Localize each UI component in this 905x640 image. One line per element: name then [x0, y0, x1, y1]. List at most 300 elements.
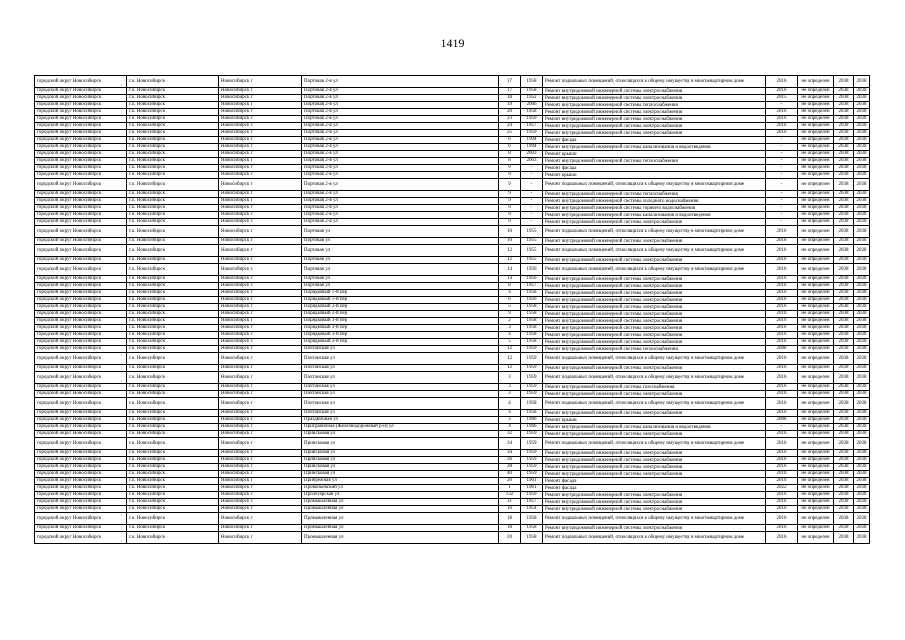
cell-work-type: Ремонт крыши — [543, 172, 766, 179]
cell-settlement: Новосибирск г — [219, 410, 302, 417]
cell-work-type: Ремонт крыши — [543, 151, 766, 158]
repair-schedule-table — [34, 75, 870, 544]
cell-last-repair-year: 2016 — [766, 450, 798, 457]
cell-last-repair-year: - — [766, 205, 798, 212]
cell-last-repair-year: 2022 — [766, 485, 798, 492]
cell-build-year: 1959 — [521, 450, 543, 457]
cell-build-year: 1961 — [521, 485, 543, 492]
cell-build-year: - — [521, 212, 543, 219]
cell-build-year: 1959 — [521, 353, 543, 365]
table-body — [35, 76, 870, 544]
cell-last-repair-year: 2015 — [766, 95, 798, 102]
cell-street: Портовая 2-я ул — [302, 76, 499, 88]
cell-build-year: 1958 — [521, 304, 543, 311]
cell-plan-end-year: 2038 — [854, 88, 870, 95]
cell-work-type: Ремонт подвальных помещений, относящихся к общему имуществу в многоквартирном доме — [543, 398, 766, 410]
cell-last-repair-year: 2016 — [766, 384, 798, 391]
cell-build-year: 1994 — [521, 137, 543, 144]
cell-work-type: Ремонт внутридомовой инженерной системы канализования и водоотведения — [543, 424, 766, 431]
cell-build-year: 1959 — [521, 372, 543, 384]
cell-planned-cost: не определен — [798, 257, 834, 264]
cell-plan-end-year: 2038 — [854, 492, 870, 499]
cell-build-year: 1959 — [521, 471, 543, 478]
cell-house-number: 5 — [499, 304, 521, 311]
cell-last-repair-year: - — [766, 158, 798, 165]
cell-house-number: 4 — [499, 398, 521, 410]
cell-last-repair-year: 2016 — [766, 457, 798, 464]
cell-last-repair-year: 2016 — [766, 245, 798, 257]
cell-district: г.о. Новосибирск — [127, 283, 219, 290]
cell-plan-end-year: 2038 — [854, 212, 870, 219]
cell-work-type: Ремонт внутридомовой инженерной системы теплоснабжения — [543, 346, 766, 353]
cell-house-number: 34 — [499, 450, 521, 457]
cell-plan-end-year: 2038 — [854, 438, 870, 450]
cell-work-type: Ремонт внутридомовой инженерной системы электроснабжения — [543, 130, 766, 137]
table-row — [35, 513, 870, 525]
cell-municipality: городской округ Новосибирск — [35, 424, 127, 431]
table-row — [35, 318, 870, 325]
cell-street: Портовая ул — [302, 226, 499, 238]
cell-plan-end-year: 2038 — [854, 109, 870, 116]
cell-plan-start-year: 2038 — [834, 457, 854, 464]
cell-planned-cost: не определен — [798, 304, 834, 311]
table-row — [35, 238, 870, 245]
cell-work-type: Ремонт фасада — [543, 137, 766, 144]
cell-plan-end-year: 2038 — [854, 346, 870, 353]
cell-planned-cost: не определен — [798, 283, 834, 290]
cell-municipality: городской округ Новосибирск — [35, 478, 127, 485]
cell-plan-end-year: 2038 — [854, 391, 870, 398]
cell-municipality: городской округ Новосибирск — [35, 257, 127, 264]
cell-house-number: 3 — [499, 384, 521, 391]
table-row — [35, 165, 870, 172]
cell-municipality: городской округ Новосибирск — [35, 116, 127, 123]
cell-planned-cost: не определен — [798, 417, 834, 424]
cell-plan-end-year: 2038 — [854, 339, 870, 346]
table-row — [35, 485, 870, 492]
cell-street: Портовая 2-я ул — [302, 158, 499, 165]
cell-build-year: 1958 — [521, 88, 543, 95]
cell-planned-cost: не определен — [798, 144, 834, 151]
cell-plan-start-year: 2038 — [834, 424, 854, 431]
cell-build-year: 1958 — [521, 318, 543, 325]
cell-municipality: городской округ Новосибирск — [35, 450, 127, 457]
cell-plan-start-year: 2038 — [834, 346, 854, 353]
cell-district: г.о. Новосибирск — [127, 424, 219, 431]
cell-work-type: Ремонт внутридомовой инженерной системы канализования и водоотведения — [543, 212, 766, 219]
cell-plan-end-year: 2038 — [854, 450, 870, 457]
cell-build-year: 1958 — [521, 311, 543, 318]
cell-settlement: Новосибирск г — [219, 109, 302, 116]
cell-work-type: Ремонт внутридомовой инженерной системы электроснабжения — [543, 525, 766, 532]
cell-municipality: городской округ Новосибирск — [35, 109, 127, 116]
cell-settlement: Новосибирск г — [219, 478, 302, 485]
cell-municipality: городской округ Новосибирск — [35, 179, 127, 191]
cell-plan-start-year: 2038 — [834, 353, 854, 365]
cell-district: г.о. Новосибирск — [127, 499, 219, 506]
table-row — [35, 109, 870, 116]
cell-settlement: Новосибирск г — [219, 339, 302, 346]
cell-settlement: Новосибирск г — [219, 417, 302, 424]
cell-plan-start-year: 2038 — [834, 290, 854, 297]
cell-district: г.о. Новосибирск — [127, 391, 219, 398]
cell-settlement: Новосибирск г — [219, 205, 302, 212]
cell-plan-start-year: 2038 — [834, 191, 854, 198]
cell-settlement: Новосибирск г — [219, 492, 302, 499]
cell-build-year: 1955 — [521, 226, 543, 238]
cell-planned-cost: не определен — [798, 245, 834, 257]
cell-house-number: 9 — [499, 165, 521, 172]
cell-street: Промышленная ул — [302, 525, 499, 532]
table-row — [35, 158, 870, 165]
cell-district: г.о. Новосибирск — [127, 478, 219, 485]
cell-last-repair-year: 2016 — [766, 525, 798, 532]
cell-work-type: Ремонт внутридомовой инженерной системы электроснабжения — [543, 499, 766, 506]
cell-street: Портовая 2-я ул — [302, 88, 499, 95]
cell-last-repair-year: 2016 — [766, 130, 798, 137]
cell-work-type: Ремонт внутридомовой инженерной системы теплоснабжения — [543, 102, 766, 109]
cell-work-type: Ремонт внутридомовой инженерной системы электроснабжения — [543, 311, 766, 318]
cell-plan-start-year: 2038 — [834, 332, 854, 339]
cell-district: г.о. Новосибирск — [127, 506, 219, 513]
cell-house-number: 9 — [499, 219, 521, 226]
cell-district: г.о. Новосибирск — [127, 290, 219, 297]
cell-house-number: 12 — [499, 257, 521, 264]
cell-plan-start-year: 2038 — [834, 431, 854, 438]
cell-settlement: Новосибирск г — [219, 116, 302, 123]
cell-plan-start-year: 2038 — [834, 179, 854, 191]
cell-municipality: городской округ Новосибирск — [35, 226, 127, 238]
cell-street: Промышленная ул — [302, 499, 499, 506]
cell-planned-cost: не определен — [798, 365, 834, 372]
cell-house-number: 6 — [499, 137, 521, 144]
cell-plan-end-year: 2038 — [854, 158, 870, 165]
cell-plan-end-year: 2038 — [854, 238, 870, 245]
table-row — [35, 95, 870, 102]
cell-house-number: 9 — [499, 311, 521, 318]
cell-last-repair-year: 2016 — [766, 325, 798, 332]
cell-planned-cost: не определен — [798, 226, 834, 238]
cell-plan-end-year: 2038 — [854, 325, 870, 332]
cell-street: Портовая 2-я ул — [302, 109, 499, 116]
cell-district: г.о. Новосибирск — [127, 165, 219, 172]
cell-planned-cost: не определен — [798, 76, 834, 88]
cell-plan-start-year: 2038 — [834, 525, 854, 532]
cell-street: Порядковый 3-й пер — [302, 318, 499, 325]
cell-street: Промышленная ул — [302, 506, 499, 513]
cell-planned-cost: не определен — [798, 532, 834, 544]
page-number: 1419 — [440, 36, 465, 50]
cell-build-year: 1959 — [521, 431, 543, 438]
cell-work-type: Ремонт внутридомовой инженерной системы электроснабжения — [543, 506, 766, 513]
cell-work-type: Ремонт внутридомовой инженерной системы электроснабжения — [543, 431, 766, 438]
cell-municipality: городской округ Новосибирск — [35, 506, 127, 513]
table-row — [35, 325, 870, 332]
cell-work-type: Ремонт внутридомовой инженерной системы электроснабжения — [543, 123, 766, 130]
cell-planned-cost: не определен — [798, 457, 834, 464]
cell-municipality: городской округ Новосибирск — [35, 372, 127, 384]
cell-house-number: 4 — [499, 424, 521, 431]
table-row — [35, 464, 870, 471]
cell-plan-end-year: 2038 — [854, 506, 870, 513]
cell-settlement: Новосибирск г — [219, 318, 302, 325]
cell-house-number: 25 — [499, 130, 521, 137]
cell-settlement: Новосибирск г — [219, 226, 302, 238]
cell-municipality: городской округ Новосибирск — [35, 513, 127, 525]
cell-plan-end-year: 2038 — [854, 226, 870, 238]
cell-settlement: Новосибирск г — [219, 191, 302, 198]
cell-municipality: городской округ Новосибирск — [35, 276, 127, 283]
cell-last-repair-year: 2016 — [766, 304, 798, 311]
cell-build-year: 1958 — [521, 76, 543, 88]
table-row — [35, 372, 870, 384]
cell-build-year: - — [521, 205, 543, 212]
cell-municipality: городской округ Новосибирск — [35, 391, 127, 398]
cell-work-type: Ремонт внутридомовой инженерной системы электроснабжения — [543, 290, 766, 297]
cell-district: г.о. Новосибирск — [127, 532, 219, 544]
cell-street: Праздничная ул — [302, 417, 499, 424]
cell-district: г.о. Новосибирск — [127, 151, 219, 158]
cell-house-number: 17 — [499, 88, 521, 95]
cell-street: Порядковый 1-й пер — [302, 290, 499, 297]
cell-house-number: 9 — [499, 179, 521, 191]
cell-plan-end-year: 2038 — [854, 464, 870, 471]
cell-plan-start-year: 2038 — [834, 478, 854, 485]
cell-planned-cost: не определен — [798, 464, 834, 471]
cell-work-type: Ремонт внутридомовой инженерной системы электроснабжения — [543, 339, 766, 346]
cell-build-year: 1958 — [521, 398, 543, 410]
cell-district: г.о. Новосибирск — [127, 438, 219, 450]
cell-house-number: 4 — [499, 410, 521, 417]
cell-municipality: городской округ Новосибирск — [35, 283, 127, 290]
cell-house-number: 24 — [499, 123, 521, 130]
cell-municipality: городской округ Новосибирск — [35, 304, 127, 311]
cell-plan-end-year: 2038 — [854, 318, 870, 325]
cell-plan-start-year: 2038 — [834, 410, 854, 417]
cell-work-type: Ремонт внутридомовой инженерной системы электроснабжения — [543, 410, 766, 417]
cell-settlement: Новосибирск г — [219, 219, 302, 226]
table-row — [35, 297, 870, 304]
cell-house-number: 23 — [499, 116, 521, 123]
cell-plan-start-year: 2038 — [834, 116, 854, 123]
cell-last-repair-year: 2016 — [766, 311, 798, 318]
cell-house-number: 9 — [499, 212, 521, 219]
cell-planned-cost: не определен — [798, 410, 834, 417]
cell-municipality: городской округ Новосибирск — [35, 198, 127, 205]
table-row — [35, 332, 870, 339]
cell-house-number: 6 — [499, 144, 521, 151]
cell-planned-cost: не определен — [798, 431, 834, 438]
table-row — [35, 499, 870, 506]
table-row — [35, 102, 870, 109]
cell-build-year: 1966 — [521, 417, 543, 424]
cell-planned-cost: не определен — [798, 325, 834, 332]
cell-build-year: 1956 — [521, 264, 543, 276]
cell-district: г.о. Новосибирск — [127, 123, 219, 130]
cell-settlement: Новосибирск г — [219, 283, 302, 290]
cell-work-type: Ремонт подвальных помещений, относящихся к общему имуществу в многоквартирном доме — [543, 245, 766, 257]
cell-district: г.о. Новосибирск — [127, 492, 219, 499]
cell-district: г.о. Новосибирск — [127, 198, 219, 205]
cell-planned-cost: не определен — [798, 339, 834, 346]
table-row — [35, 76, 870, 88]
cell-last-repair-year: 2016 — [766, 88, 798, 95]
table-row — [35, 339, 870, 346]
cell-street: Почтанская ул — [302, 398, 499, 410]
cell-planned-cost: не определен — [798, 219, 834, 226]
cell-plan-start-year: 2038 — [834, 212, 854, 219]
cell-last-repair-year: - — [766, 219, 798, 226]
cell-plan-end-year: 2038 — [854, 424, 870, 431]
cell-municipality: городской округ Новосибирск — [35, 219, 127, 226]
cell-plan-start-year: 2038 — [834, 151, 854, 158]
cell-district: г.о. Новосибирск — [127, 485, 219, 492]
cell-plan-start-year: 2038 — [834, 464, 854, 471]
cell-build-year: 2003 — [521, 158, 543, 165]
cell-house-number: 32 — [499, 431, 521, 438]
cell-district: г.о. Новосибирск — [127, 109, 219, 116]
cell-house-number: 18 — [499, 525, 521, 532]
cell-last-repair-year: 2016 — [766, 123, 798, 130]
cell-plan-end-year: 2038 — [854, 116, 870, 123]
cell-municipality: городской округ Новосибирск — [35, 264, 127, 276]
cell-district: г.о. Новосибирск — [127, 513, 219, 525]
table-row — [35, 532, 870, 544]
cell-plan-start-year: 2038 — [834, 513, 854, 525]
cell-build-year: 1955 — [521, 245, 543, 257]
cell-work-type: Ремонт фасада — [543, 478, 766, 485]
cell-work-type: Ремонт внутридомовой инженерной системы электроснабжения — [543, 391, 766, 398]
table-row — [35, 283, 870, 290]
cell-street: Портовая 2-я ул — [302, 205, 499, 212]
cell-last-repair-year: - — [766, 198, 798, 205]
cell-street: Почтанская ул — [302, 372, 499, 384]
cell-street: Почтанская ул — [302, 410, 499, 417]
cell-municipality: городской округ Новосибирск — [35, 290, 127, 297]
cell-plan-start-year: 2038 — [834, 95, 854, 102]
cell-district: г.о. Новосибирск — [127, 457, 219, 464]
cell-municipality: городской округ Новосибирск — [35, 95, 127, 102]
cell-plan-end-year: 2038 — [854, 365, 870, 372]
cell-municipality: городской округ Новосибирск — [35, 76, 127, 88]
cell-plan-end-year: 2038 — [854, 102, 870, 109]
cell-planned-cost: не определен — [798, 297, 834, 304]
cell-municipality: городской округ Новосибирск — [35, 346, 127, 353]
cell-house-number: 12 — [499, 245, 521, 257]
cell-district: г.о. Новосибирск — [127, 417, 219, 424]
cell-district: г.о. Новосибирск — [127, 304, 219, 311]
cell-build-year: 1958 — [521, 332, 543, 339]
table-row — [35, 304, 870, 311]
cell-house-number: 3 — [499, 391, 521, 398]
cell-work-type: Ремонт внутридомовой инженерной системы холодного водоснабжения — [543, 198, 766, 205]
table-row — [35, 226, 870, 238]
cell-street: Порядковый 3-й пер — [302, 325, 499, 332]
cell-plan-start-year: 2038 — [834, 245, 854, 257]
cell-planned-cost: не определен — [798, 438, 834, 450]
table-row — [35, 492, 870, 499]
cell-planned-cost: не определен — [798, 525, 834, 532]
cell-settlement: Новосибирск г — [219, 325, 302, 332]
cell-work-type: Ремонт внутридомовой инженерной системы теплоснабжения — [543, 191, 766, 198]
cell-plan-end-year: 2038 — [854, 198, 870, 205]
table-row — [35, 438, 870, 450]
cell-work-type: Ремонт фасада — [543, 485, 766, 492]
table-row — [35, 191, 870, 198]
table-row — [35, 212, 870, 219]
cell-settlement: Новосибирск г — [219, 311, 302, 318]
cell-work-type: Ремонт внутридомовой инженерной системы электроснабжения — [543, 116, 766, 123]
cell-plan-end-year: 2038 — [854, 471, 870, 478]
cell-plan-end-year: 2038 — [854, 257, 870, 264]
cell-last-repair-year: 2016 — [766, 532, 798, 544]
cell-district: г.о. Новосибирск — [127, 158, 219, 165]
cell-plan-end-year: 2038 — [854, 372, 870, 384]
cell-build-year: 1959 — [521, 384, 543, 391]
cell-plan-end-year: 2038 — [854, 123, 870, 130]
cell-house-number: 12 — [499, 346, 521, 353]
cell-plan-end-year: 2038 — [854, 398, 870, 410]
cell-build-year: 1957 — [521, 123, 543, 130]
cell-plan-start-year: 2038 — [834, 205, 854, 212]
cell-house-number: 17 — [499, 76, 521, 88]
cell-settlement: Новосибирск г — [219, 276, 302, 283]
cell-last-repair-year: - — [766, 144, 798, 151]
cell-work-type: Ремонт внутридомовой инженерной системы электроснабжения — [543, 219, 766, 226]
cell-work-type: Ремонт крыши — [543, 417, 766, 424]
cell-plan-end-year: 2038 — [854, 130, 870, 137]
cell-last-repair-year: - — [766, 191, 798, 198]
cell-last-repair-year: 2016 — [766, 353, 798, 365]
cell-planned-cost: не определен — [798, 172, 834, 179]
cell-last-repair-year: - — [766, 179, 798, 191]
cell-district: г.о. Новосибирск — [127, 332, 219, 339]
table-row — [35, 417, 870, 424]
cell-build-year: 1961 — [521, 478, 543, 485]
table-row — [35, 424, 870, 431]
cell-last-repair-year: - — [766, 151, 798, 158]
cell-house-number: 14 — [499, 276, 521, 283]
cell-municipality: городской округ Новосибирск — [35, 172, 127, 179]
cell-plan-end-year: 2038 — [854, 513, 870, 525]
cell-settlement: Новосибирск г — [219, 198, 302, 205]
cell-settlement: Новосибирск г — [219, 130, 302, 137]
cell-street: Портовая 2-я ул — [302, 219, 499, 226]
cell-work-type: Ремонт внутридомовой инженерной системы электроснабжения — [543, 471, 766, 478]
cell-plan-start-year: 2038 — [834, 471, 854, 478]
cell-plan-end-year: 2038 — [854, 384, 870, 391]
cell-build-year: 1954 — [521, 506, 543, 513]
cell-plan-start-year: 2038 — [834, 226, 854, 238]
cell-build-year: 1959 — [521, 365, 543, 372]
cell-house-number: 12 — [499, 353, 521, 365]
cell-district: г.о. Новосибирск — [127, 102, 219, 109]
table-row — [35, 353, 870, 365]
cell-build-year: 1959 — [521, 464, 543, 471]
cell-planned-cost: не определен — [798, 130, 834, 137]
cell-district: г.о. Новосибирск — [127, 137, 219, 144]
cell-street: Порядковый 3-й пер — [302, 332, 499, 339]
cell-build-year: 1958 — [521, 325, 543, 332]
cell-build-year: 1958 — [521, 339, 543, 346]
cell-municipality: городской округ Новосибирск — [35, 165, 127, 172]
cell-municipality: городской округ Новосибирск — [35, 438, 127, 450]
cell-last-repair-year: 2016 — [766, 116, 798, 123]
cell-house-number: 9 — [499, 198, 521, 205]
cell-build-year: 1957 — [521, 283, 543, 290]
cell-house-number: 8 — [499, 158, 521, 165]
cell-plan-end-year: 2038 — [854, 283, 870, 290]
